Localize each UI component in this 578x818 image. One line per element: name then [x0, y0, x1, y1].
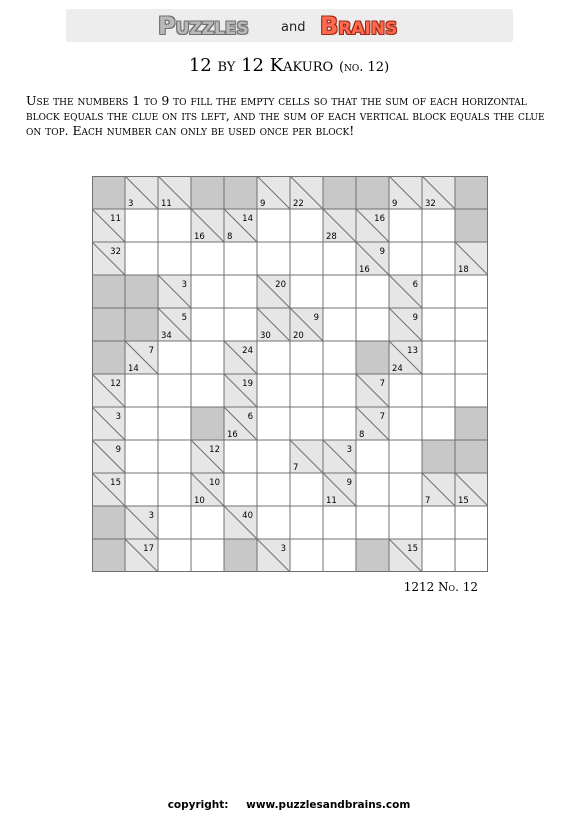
grid-cell-empty[interactable] — [455, 308, 488, 341]
grid-cell-blocked — [455, 407, 488, 440]
clue-down-number: 28 — [326, 232, 337, 242]
grid-cell-empty[interactable] — [257, 473, 290, 506]
grid-cell-blocked — [92, 341, 125, 374]
clue-across-number: 9 — [115, 445, 121, 455]
instructions-text: Use the numbers 1 to 9 to fill the empty cells so that the sum of each horizontal block equals the clue on its left, and the sum of each vertical block equals the clue on top. Each number can only be used once per block! — [26, 93, 545, 138]
grid-cell-blocked — [455, 176, 488, 209]
clue-across-number: 3 — [280, 544, 286, 554]
grid-cell-clue — [224, 209, 257, 242]
grid-cell-empty[interactable] — [389, 407, 422, 440]
clue-across-number: 40 — [242, 511, 253, 521]
clue-across-number: 24 — [242, 346, 253, 356]
clue-down-number: 16 — [194, 232, 205, 242]
grid-cell-clue — [356, 374, 389, 407]
grid-cell-clue — [92, 374, 125, 407]
grid-cell-clue — [389, 308, 422, 341]
grid-cell-empty[interactable] — [257, 440, 290, 473]
grid-cell-empty[interactable] — [158, 506, 191, 539]
grid-cell-clue — [323, 209, 356, 242]
grid-cell-empty[interactable] — [224, 440, 257, 473]
grid-cell-clue — [224, 374, 257, 407]
copyright-footer — [0, 799, 578, 811]
grid-cell-empty[interactable] — [290, 407, 323, 440]
grid-cell-clue — [257, 308, 290, 341]
grid-cell-empty[interactable] — [290, 209, 323, 242]
clue-across-number: 19 — [242, 379, 253, 389]
grid-cell-empty[interactable] — [422, 308, 455, 341]
grid-cell-empty[interactable] — [422, 242, 455, 275]
clue-down-number: 10 — [194, 496, 205, 506]
grid-cell-empty[interactable] — [290, 275, 323, 308]
grid-cell-clue — [323, 440, 356, 473]
grid-cell-empty[interactable] — [125, 440, 158, 473]
grid-cell-clue — [224, 506, 257, 539]
clue-across-number: 9 — [346, 478, 352, 488]
grid-cell-empty[interactable] — [257, 407, 290, 440]
grid-cell-empty[interactable] — [125, 473, 158, 506]
grid-cell-empty[interactable] — [257, 209, 290, 242]
clue-across-number: 7 — [148, 346, 154, 356]
clue-across-number: 11 — [110, 214, 121, 224]
grid-cell-empty[interactable] — [191, 341, 224, 374]
site-logo-banner — [66, 9, 513, 42]
grid-cell-blocked — [422, 440, 455, 473]
clue-across-number: 12 — [209, 445, 220, 455]
grid-cell-clue — [257, 539, 290, 572]
grid-cell-blocked — [323, 176, 356, 209]
logo-and-text: and — [281, 20, 306, 35]
grid-cell-empty[interactable] — [323, 539, 356, 572]
grid-cell-empty[interactable] — [191, 275, 224, 308]
grid-cell-clue — [356, 242, 389, 275]
grid-cell-clue — [455, 473, 488, 506]
grid-cell-empty[interactable] — [125, 407, 158, 440]
grid-cell-clue — [92, 209, 125, 242]
grid-cell-blocked — [356, 341, 389, 374]
title-sub: (no. 12) — [338, 60, 390, 75]
grid-cell-clue — [158, 308, 191, 341]
clue-down-number: 18 — [458, 265, 469, 275]
grid-cell-clue — [224, 407, 257, 440]
grid-cell-empty[interactable] — [191, 308, 224, 341]
grid-cell-empty[interactable] — [224, 308, 257, 341]
grid-cell-empty[interactable] — [389, 209, 422, 242]
grid-cell-empty[interactable] — [224, 275, 257, 308]
clue-across-number: 14 — [242, 214, 253, 224]
grid-cell-blocked — [92, 506, 125, 539]
clue-across-number: 13 — [407, 346, 418, 356]
clue-across-number: 9 — [412, 313, 418, 323]
grid-cell-empty[interactable] — [158, 209, 191, 242]
title-main: 12 by 12 Kakuro — [188, 55, 334, 76]
clue-across-number: 3 — [115, 412, 121, 422]
grid-cell-clue — [290, 308, 323, 341]
grid-cell-empty[interactable] — [389, 242, 422, 275]
clue-across-number: 15 — [407, 544, 418, 554]
clue-down-number: 14 — [128, 364, 139, 374]
grid-cell-empty[interactable] — [422, 506, 455, 539]
grid-cell-empty[interactable] — [224, 242, 257, 275]
clue-across-number: 9 — [379, 247, 385, 257]
grid-cell-clue — [125, 176, 158, 209]
grid-cell-empty[interactable] — [323, 242, 356, 275]
grid-cell-clue — [290, 440, 323, 473]
grid-cell-clue — [191, 440, 224, 473]
grid-cell-clue — [257, 176, 290, 209]
clue-down-number: 15 — [458, 496, 469, 506]
grid-cell-empty[interactable] — [125, 209, 158, 242]
grid-cell-empty[interactable] — [158, 341, 191, 374]
grid-cell-empty[interactable] — [389, 506, 422, 539]
grid-cell-empty[interactable] — [356, 275, 389, 308]
grid-cell-blocked — [92, 176, 125, 209]
grid-cell-blocked — [455, 209, 488, 242]
grid-cell-clue — [158, 176, 191, 209]
grid-cell-empty[interactable] — [290, 539, 323, 572]
grid-cell-clue — [422, 473, 455, 506]
grid-cell-empty[interactable] — [191, 539, 224, 572]
grid-cell-empty[interactable] — [257, 341, 290, 374]
clue-across-number: 7 — [379, 412, 385, 422]
grid-cell-empty[interactable] — [158, 539, 191, 572]
grid-cell-empty[interactable] — [158, 242, 191, 275]
grid-cell-clue — [389, 341, 422, 374]
grid-cell-empty[interactable] — [455, 374, 488, 407]
clue-down-number: 11 — [326, 496, 337, 506]
clue-down-number: 8 — [227, 232, 233, 242]
grid-cell-blocked — [455, 440, 488, 473]
grid-cell-empty[interactable] — [323, 341, 356, 374]
grid-cell-clue — [92, 440, 125, 473]
grid-cell-clue — [125, 341, 158, 374]
grid-cell-empty[interactable] — [389, 374, 422, 407]
grid-cell-blocked — [92, 275, 125, 308]
grid-cell-blocked — [356, 539, 389, 572]
grid-cell-empty[interactable] — [257, 374, 290, 407]
clue-down-number: 24 — [392, 364, 403, 374]
clue-down-number: 7 — [293, 463, 299, 473]
clue-across-number: 9 — [313, 313, 319, 323]
clue-down-number: 9 — [260, 199, 266, 209]
clue-down-number: 16 — [227, 430, 238, 440]
grid-cell-clue — [389, 176, 422, 209]
grid-cell-empty[interactable] — [290, 341, 323, 374]
puzzle-id-label: 1212 No. 12 — [403, 580, 478, 594]
grid-cell-blocked — [191, 176, 224, 209]
grid-cell-clue — [125, 506, 158, 539]
grid-cell-empty[interactable] — [323, 407, 356, 440]
clue-down-number: 11 — [161, 199, 172, 209]
grid-cell-empty[interactable] — [290, 506, 323, 539]
grid-cell-empty[interactable] — [257, 242, 290, 275]
grid-cell-empty[interactable] — [191, 242, 224, 275]
grid-cell-clue — [290, 176, 323, 209]
clue-across-number: 15 — [110, 478, 121, 488]
grid-cell-empty[interactable] — [323, 506, 356, 539]
clue-across-number: 6 — [247, 412, 253, 422]
clue-across-number: 6 — [412, 280, 418, 290]
grid-cell-empty[interactable] — [323, 275, 356, 308]
grid-cell-clue — [356, 209, 389, 242]
grid-cell-empty[interactable] — [356, 506, 389, 539]
grid-cell-clue — [92, 407, 125, 440]
logo-puzzles-text: Puzzles — [158, 12, 249, 40]
grid-cell-empty[interactable] — [158, 440, 191, 473]
grid-cell-empty[interactable] — [158, 374, 191, 407]
grid-cell-empty[interactable] — [125, 374, 158, 407]
grid-cell-clue — [257, 275, 290, 308]
grid-cell-empty[interactable] — [422, 374, 455, 407]
grid-cell-clue — [125, 539, 158, 572]
grid-cell-empty[interactable] — [290, 242, 323, 275]
clue-down-number: 32 — [425, 199, 436, 209]
grid-cell-empty[interactable] — [422, 407, 455, 440]
grid-cell-empty[interactable] — [422, 539, 455, 572]
grid-cell-empty[interactable] — [191, 506, 224, 539]
clue-down-number: 9 — [392, 199, 398, 209]
grid-cell-clue — [455, 242, 488, 275]
grid-cell-clue — [92, 242, 125, 275]
grid-cell-empty[interactable] — [158, 473, 191, 506]
kakuro-grid — [92, 176, 488, 572]
clue-down-number: 34 — [161, 331, 172, 341]
clue-across-number: 3 — [346, 445, 352, 455]
clue-across-number: 20 — [275, 280, 286, 290]
grid-cell-blocked — [92, 539, 125, 572]
grid-cell-empty[interactable] — [422, 341, 455, 374]
grid-cell-empty[interactable] — [323, 308, 356, 341]
grid-cell-blocked — [125, 275, 158, 308]
grid-cell-blocked — [356, 176, 389, 209]
clue-across-number: 10 — [209, 478, 220, 488]
grid-cell-empty[interactable] — [455, 341, 488, 374]
website-url[interactable]: www.puzzlesandbrains.com — [246, 799, 411, 811]
grid-cell-clue — [389, 539, 422, 572]
clue-across-number: 17 — [143, 544, 154, 554]
clue-down-number: 7 — [425, 496, 431, 506]
clue-across-number: 3 — [181, 280, 187, 290]
grid-cell-empty[interactable] — [323, 374, 356, 407]
kakuro-grid-svg — [92, 176, 488, 572]
grid-cell-empty[interactable] — [125, 242, 158, 275]
grid-cell-empty[interactable] — [158, 407, 191, 440]
grid-cell-empty[interactable] — [389, 473, 422, 506]
clue-across-number: 5 — [181, 313, 187, 323]
grid-cell-empty[interactable] — [290, 374, 323, 407]
clue-across-number: 12 — [110, 379, 121, 389]
clue-down-number: 8 — [359, 430, 365, 440]
grid-cell-clue — [323, 473, 356, 506]
clue-down-number: 22 — [293, 199, 304, 209]
grid-cell-empty[interactable] — [389, 440, 422, 473]
grid-cell-blocked — [92, 308, 125, 341]
grid-cell-clue — [92, 473, 125, 506]
clue-across-number: 7 — [379, 379, 385, 389]
grid-cell-clue — [422, 176, 455, 209]
grid-cell-blocked — [224, 539, 257, 572]
clue-across-number: 3 — [148, 511, 154, 521]
grid-cell-clue — [356, 407, 389, 440]
page-title — [0, 55, 578, 76]
grid-cell-empty[interactable] — [422, 209, 455, 242]
grid-cell-empty[interactable] — [224, 473, 257, 506]
grid-cell-blocked — [191, 407, 224, 440]
grid-cell-clue — [389, 275, 422, 308]
clue-down-number: 20 — [293, 331, 304, 341]
grid-cell-empty[interactable] — [191, 374, 224, 407]
clue-across-number: 16 — [374, 214, 385, 224]
grid-cell-blocked — [125, 308, 158, 341]
grid-cell-clue — [158, 275, 191, 308]
grid-cell-clue — [224, 341, 257, 374]
grid-cell-empty[interactable] — [356, 440, 389, 473]
grid-cell-blocked — [224, 176, 257, 209]
grid-cell-empty[interactable] — [290, 473, 323, 506]
clue-across-number: 32 — [110, 247, 121, 257]
grid-cell-empty[interactable] — [422, 275, 455, 308]
grid-cell-empty[interactable] — [455, 539, 488, 572]
clue-down-number: 3 — [128, 199, 134, 209]
grid-cell-empty[interactable] — [356, 473, 389, 506]
grid-cell-empty[interactable] — [356, 308, 389, 341]
grid-cell-empty[interactable] — [455, 275, 488, 308]
logo-brains-text: Brains — [320, 12, 398, 40]
clue-down-number: 30 — [260, 331, 271, 341]
grid-cell-empty[interactable] — [455, 506, 488, 539]
copyright-label: copyright: — [167, 799, 229, 811]
grid-cell-clue — [191, 209, 224, 242]
grid-cell-empty[interactable] — [257, 506, 290, 539]
grid-cell-clue — [191, 473, 224, 506]
clue-down-number: 16 — [359, 265, 370, 275]
